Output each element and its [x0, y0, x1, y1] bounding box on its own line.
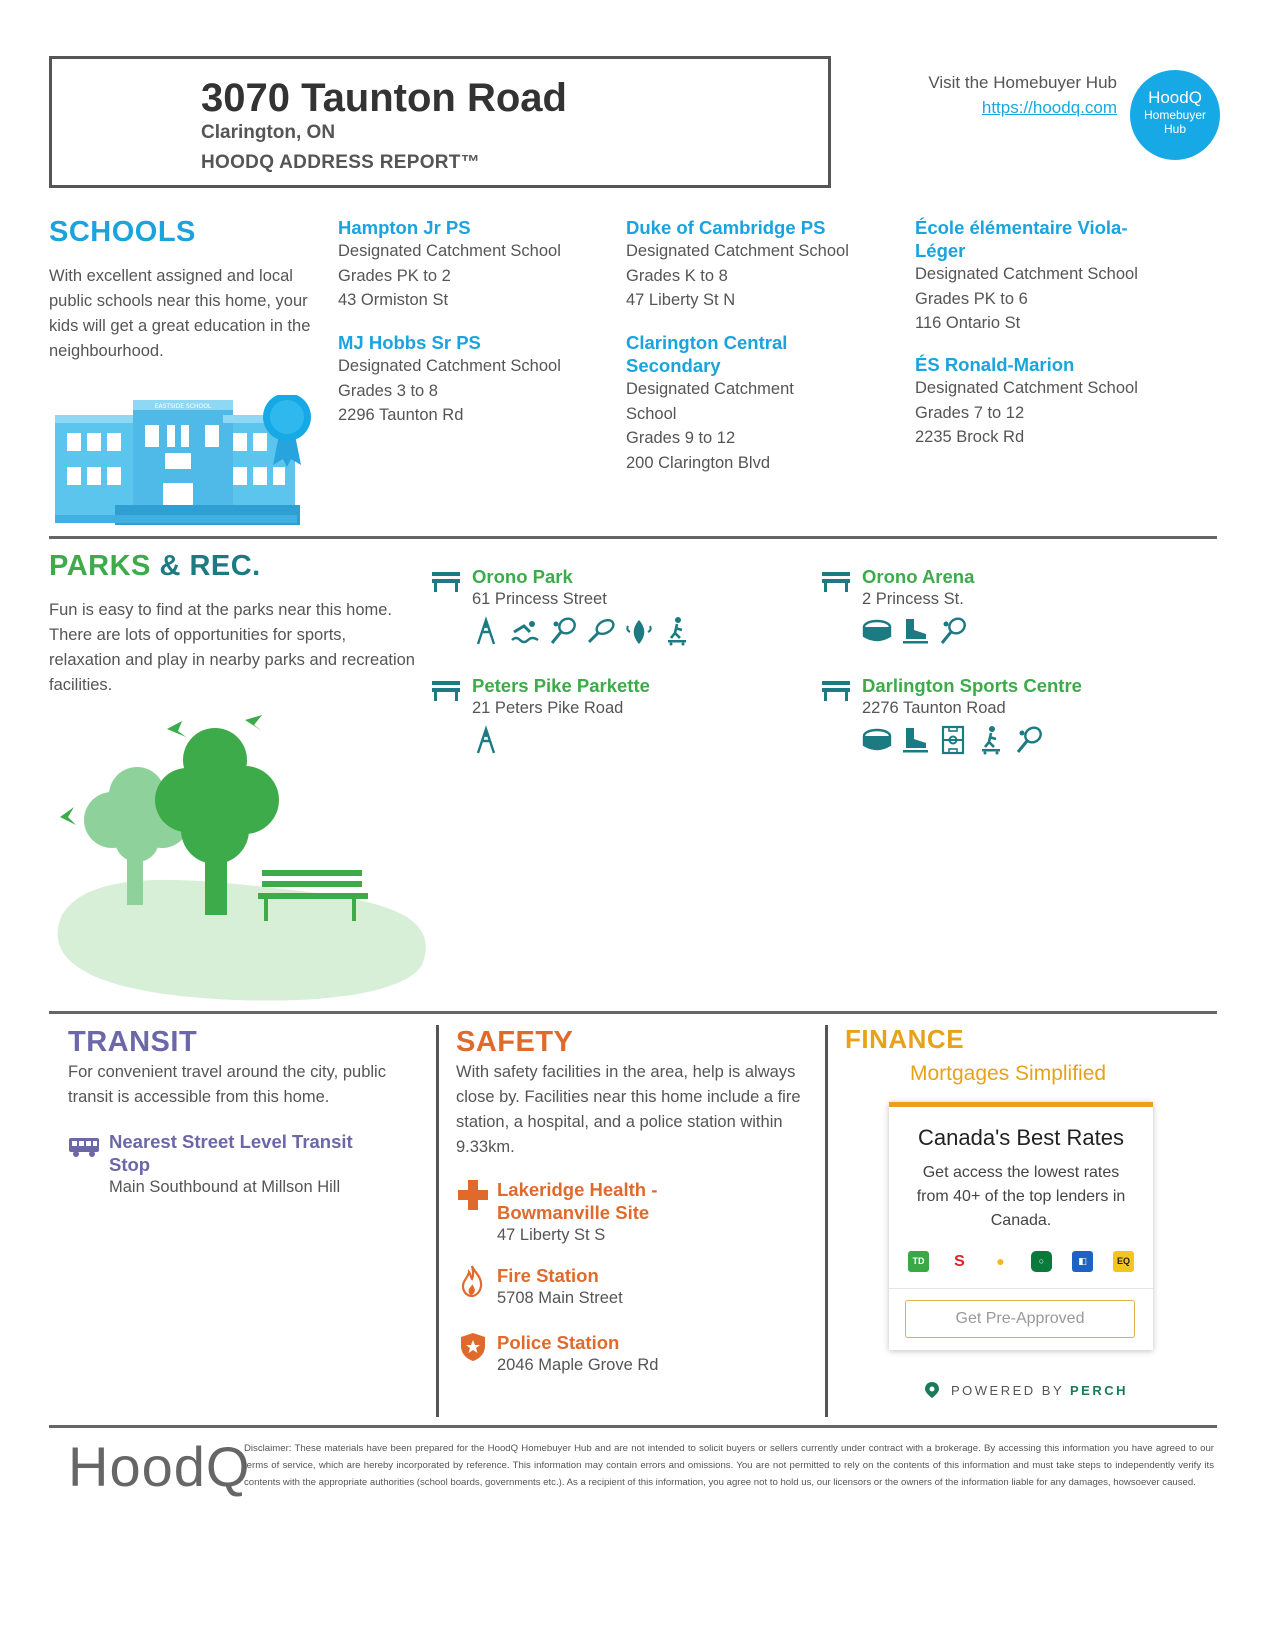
- school-address: 200 Clarington Blvd: [626, 453, 771, 472]
- perch-brand: PERCH: [1070, 1383, 1129, 1398]
- park-trees-illustration: [52, 715, 432, 1005]
- safety-item[interactable]: [497, 1331, 658, 1377]
- bus-icon: [68, 1136, 100, 1158]
- school-type: Designated Catchment School: [338, 357, 561, 375]
- splash-pad-icon: [624, 616, 654, 646]
- report-label: HOODQ ADDRESS REPORT™: [201, 152, 481, 173]
- powered-by-text: POWERED BY: [951, 1383, 1064, 1398]
- perch-pin-icon: [925, 1382, 939, 1398]
- safety-title: SAFETY: [456, 1026, 574, 1058]
- safety-item[interactable]: [497, 1264, 623, 1310]
- card-divider: [889, 1288, 1153, 1289]
- bench-icon: [432, 679, 460, 701]
- finance-subtitle: Mortgages Simplified: [910, 1062, 1107, 1085]
- rink-icon: [862, 616, 892, 646]
- mortgage-card: [889, 1102, 1153, 1350]
- safety-item-address: 2046 Maple Grove Rd: [497, 1356, 659, 1374]
- school-name[interactable]: Clarington Central Secondary: [626, 332, 788, 376]
- park-address: 2 Princess St.: [862, 590, 964, 608]
- school-type: Designated Catchment School: [915, 379, 1138, 397]
- safety-item-address: 5708 Main Street: [497, 1289, 623, 1307]
- parks-title-rec: & REC.: [159, 550, 261, 582]
- park-name[interactable]: Darlington Sports Centre: [862, 675, 1082, 696]
- school-building-illustration: [55, 395, 315, 529]
- park-amenities: [472, 725, 502, 755]
- school-name[interactable]: Duke of Cambridge PS: [626, 217, 826, 238]
- transit-stop-label[interactable]: Nearest Street Level Transit Stop: [109, 1131, 353, 1175]
- school-address: 2296 Taunton Rd: [338, 406, 464, 424]
- school-type: Designated Catchment School: [338, 242, 561, 260]
- section-divider: [49, 536, 1217, 539]
- hub-badge-line2: Homebuyer: [1143, 108, 1207, 122]
- safety-item-name[interactable]: Fire Station: [497, 1265, 599, 1286]
- parks-title: [49, 550, 261, 583]
- school-card[interactable]: [626, 216, 886, 313]
- swimming-icon: [510, 616, 540, 646]
- address-city: Clarington, ON: [201, 122, 336, 143]
- school-grades: Grades 7 to 12: [915, 403, 1025, 422]
- td-bank-logo-icon: TD: [908, 1251, 929, 1272]
- park-name[interactable]: Orono Arena: [862, 566, 975, 587]
- park-amenities: [472, 616, 692, 646]
- skate-icon: [900, 725, 930, 755]
- mortgage-card-text: Get access the lowest rates from 40+ of the top lenders in Canada.: [916, 1164, 1126, 1229]
- section-divider: [49, 1425, 1217, 1428]
- column-divider: [436, 1025, 439, 1417]
- school-name[interactable]: ÉS Ronald-Marion: [915, 354, 1075, 375]
- school-address: 43 Ormiston St: [338, 291, 449, 309]
- school-grades: Grades PK to 6: [915, 289, 1028, 308]
- column-divider: [825, 1025, 828, 1417]
- lender-logos: [889, 1251, 1153, 1272]
- safety-item[interactable]: [497, 1178, 757, 1247]
- section-divider: [49, 1011, 1217, 1014]
- school-grades: Grades PK to 2: [338, 266, 451, 285]
- tangerine-logo-icon: ○: [1031, 1251, 1052, 1272]
- desjardins-logo-icon: ●: [990, 1251, 1011, 1272]
- park-name[interactable]: Orono Park: [472, 566, 573, 587]
- address-title: 3070 Taunton Road: [201, 76, 567, 120]
- finance-title: FINANCE: [845, 1024, 965, 1054]
- hoodq-logo: HoodQ: [68, 1435, 251, 1498]
- school-grades: Grades K to 8: [626, 266, 728, 285]
- powered-by-perch[interactable]: [925, 1382, 1128, 1398]
- playground-icon: [472, 616, 502, 646]
- school-address: 47 Liberty St N: [626, 291, 736, 309]
- rink-icon: [862, 725, 892, 755]
- schools-title: SCHOOLS: [49, 216, 196, 248]
- schools-description: With excellent assigned and local public schools near this home, your kids will get a great education in the neighbourhood.: [49, 267, 311, 360]
- school-card[interactable]: [338, 331, 598, 428]
- skateboard-icon: [976, 725, 1006, 755]
- hub-badge-line3: Hub: [1163, 122, 1186, 136]
- park-amenities: [862, 616, 968, 646]
- scotiabank-logo-icon: S: [949, 1251, 970, 1272]
- soccer-field-icon: [938, 725, 968, 755]
- bmo-logo-icon: ◧: [1072, 1251, 1093, 1272]
- flame-icon: [461, 1265, 483, 1297]
- school-card[interactable]: [915, 353, 1175, 450]
- transit-stop-name: Main Southbound at Millson Hill: [109, 1178, 341, 1196]
- park-address: 61 Princess Street: [472, 590, 607, 608]
- school-type: Designated Catchment School: [915, 265, 1138, 283]
- school-name[interactable]: Hampton Jr PS: [338, 217, 471, 238]
- bench-icon: [432, 570, 460, 592]
- eq-bank-logo-icon: EQ: [1113, 1251, 1134, 1272]
- school-card[interactable]: [626, 331, 836, 475]
- police-badge-icon: [460, 1332, 486, 1362]
- parks-description: Fun is easy to find at the parks near this home. There are lots of opportunities for sports, relaxation and play in nearby parks and recreation facilities.: [49, 601, 415, 694]
- skateboard-icon: [662, 616, 692, 646]
- bench-icon: [822, 570, 850, 592]
- playground-icon: [472, 725, 502, 755]
- get-pre-approved-button[interactable]: Get Pre-Approved: [905, 1300, 1135, 1338]
- transit-description: For convenient travel around the city, public transit is accessible from this home.: [68, 1063, 386, 1106]
- school-card[interactable]: [915, 216, 1165, 336]
- school-name[interactable]: École élémentaire Viola-Léger: [915, 217, 1128, 261]
- hub-badge-logo[interactable]: [1130, 70, 1220, 160]
- school-address: 2235 Brock Rd: [915, 428, 1025, 446]
- ball-sports-icon: [586, 616, 616, 646]
- tennis-icon: [1014, 725, 1044, 755]
- school-sign-text: EASTSIDE SCHOOL: [154, 403, 212, 410]
- parks-title-main: PARKS: [49, 550, 151, 582]
- school-name[interactable]: MJ Hobbs Sr PS: [338, 332, 481, 353]
- safety-item-address: 47 Liberty St S: [497, 1226, 606, 1244]
- safety-item-name[interactable]: Police Station: [497, 1332, 620, 1353]
- skate-icon: [900, 616, 930, 646]
- school-card[interactable]: [338, 216, 598, 313]
- school-grades: Grades 3 to 8: [338, 381, 438, 400]
- disclaimer-text: Disclaimer: These materials have been prepared for the HoodQ Homebuyer Hub and are not intended to solicit buyers or sellers currently under contract with a brokerage. By accessing this information you have agreed to our terms of service, which are hereby incorporated by reference. This information may contain errors and omissions. You are not permitted to rely on the contents of this information and must take steps to independently verify its contents with the appropriate authorities (school boards, governments etc.). As a recipient of this information, you agree not to hold us, our licensors or the owners of the information liable for any damages, howsoever caused.: [244, 1443, 1214, 1488]
- park-amenities: [862, 725, 1044, 755]
- school-type: Designated Catchment School: [626, 242, 849, 260]
- hub-badge-line1: HoodQ: [1148, 88, 1202, 107]
- school-type: Designated Catchment School: [626, 380, 794, 423]
- park-address: 2276 Taunton Road: [862, 699, 1006, 717]
- hub-visit-text: Visit the Homebuyer Hub: [928, 73, 1117, 92]
- transit-title: TRANSIT: [68, 1026, 198, 1058]
- tennis-icon: [938, 616, 968, 646]
- school-address: 116 Ontario St: [915, 314, 1021, 332]
- safety-description: With safety facilities in the area, help is always close by. Facilities near this home include a fire station, a hospital, and a police station within 9.33km.: [456, 1063, 801, 1156]
- mortgage-card-title: Canada's Best Rates: [918, 1125, 1124, 1150]
- tennis-icon: [548, 616, 578, 646]
- bench-icon: [822, 679, 850, 701]
- hospital-cross-icon: [458, 1180, 488, 1210]
- transit-stop[interactable]: [109, 1130, 379, 1199]
- hub-link[interactable]: https://hoodq.com: [981, 98, 1117, 117]
- safety-item-name[interactable]: Lakeridge Health - Bowmanville Site: [497, 1179, 658, 1223]
- park-address: 21 Peters Pike Road: [472, 699, 624, 717]
- park-name[interactable]: Peters Pike Parkette: [472, 675, 650, 696]
- school-grades: Grades 9 to 12: [626, 429, 736, 447]
